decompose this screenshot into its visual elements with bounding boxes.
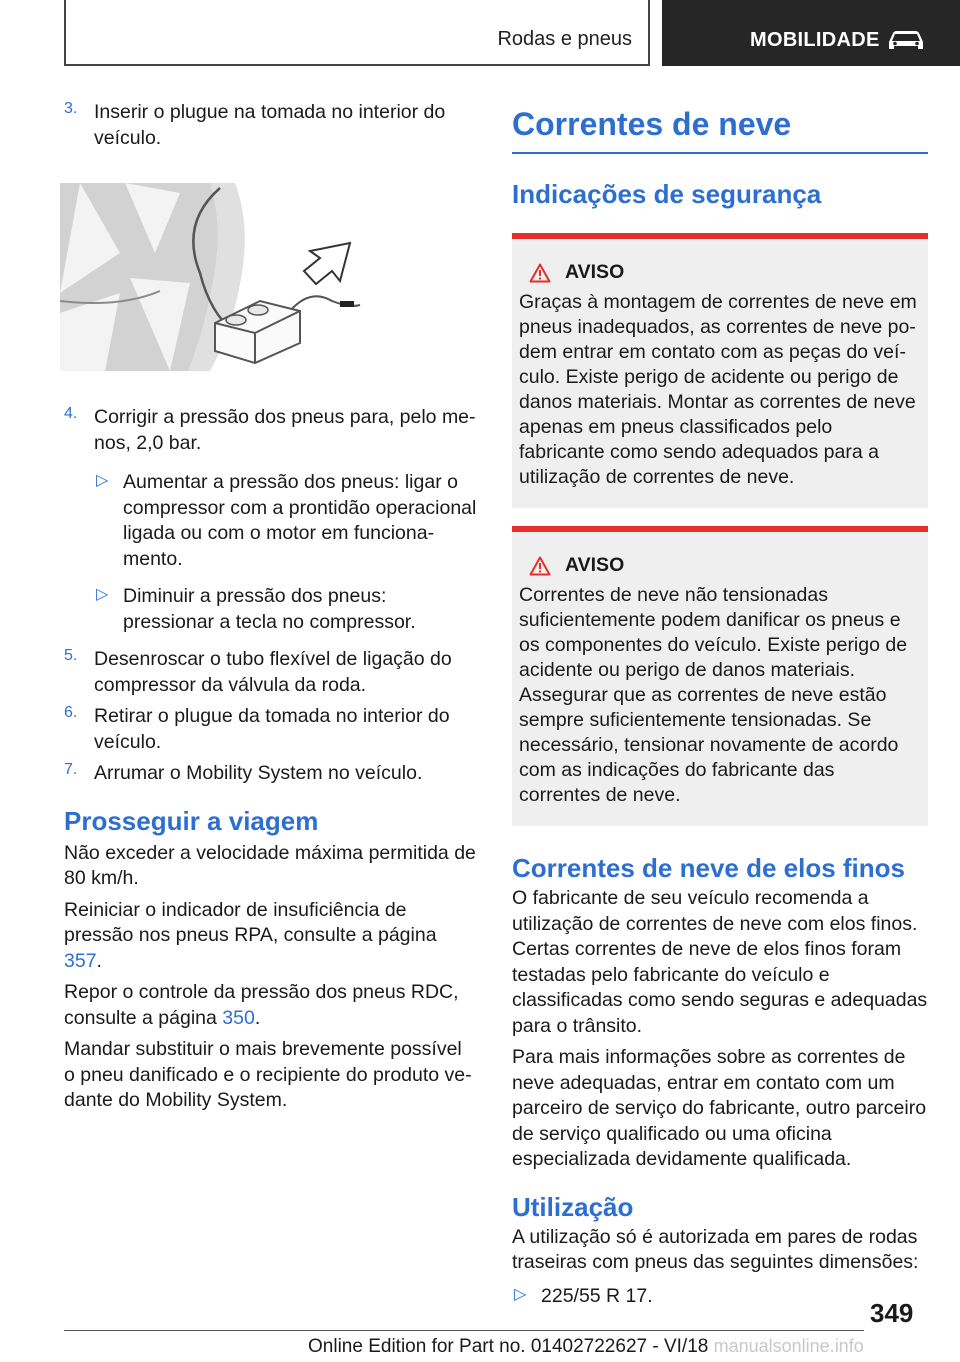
right-column (512, 100, 928, 1321)
paragraph-text: Reiniciar o indicador de insuficiência de pressão nos pneus RPA, consulte a página (64, 898, 437, 946)
section-heading: Prosseguir a viagem (64, 805, 319, 836)
step-number: 3. (64, 100, 78, 117)
paragraph: Para mais informações sobre as correntes de neve adequadas, entrar em contato com um parceiro de serviço do fabricante, outro parceiro de serviço qualificado ou uma oficina especializada devidamente qualificada. (512, 1046, 927, 1170)
triangle-bullet-icon: ▷ (96, 472, 109, 489)
paragraph: A utilização só é autorizada em pares de rodas traseiras com pneus das seguintes dimensões: (512, 1225, 919, 1273)
chapter-label: MOBILIDADE (750, 29, 880, 51)
paragraph (64, 980, 478, 1031)
step-6 (64, 704, 478, 755)
paragraph: Não exceder a velocidade máxima permitida de 80 km/h. (64, 841, 476, 889)
warning-text: Correntes de neve não tensionadas suficientemente podem danificar os pneus e os componentes do veículo. Existe perigo de acidente ou perigo de danos materiais. Assegurar que as correntes de neve estão sempre suficientemente tensionadas. Se necessário, tensionar novamente de acordo com as indicações do fabricante das correntes de neve. (519, 584, 908, 806)
bullet-item (64, 470, 478, 572)
step-text: Arrumar o Mobility System no veículo. (94, 762, 423, 784)
paragraph: Mandar substituir o mais brevemente possível o pneu danificado e o recipiente do produto vedante do Mobility System. (64, 1038, 472, 1111)
warning-box (512, 233, 928, 508)
warning-box (512, 526, 928, 826)
step-number: 6. (64, 704, 78, 721)
warning-title (529, 554, 920, 577)
edition-text: Online Edition for Part no. 01402722627 - VI/18 (308, 1336, 709, 1357)
section-heading: Correntes de neve de elos finos (512, 853, 906, 883)
step-7 (64, 761, 478, 787)
footer-rule (64, 1330, 864, 1331)
chapter-title: Correntes de neve (512, 106, 792, 142)
title-rule (512, 152, 928, 154)
bullet-text: 225/55 R 17. (541, 1284, 653, 1307)
page-link-350[interactable]: 350 (222, 1006, 255, 1029)
section-title: Rodas e pneus (497, 28, 632, 50)
section-heading: Utilização (512, 1191, 634, 1222)
step-text: Retirar o plugue da tomada no interior do veículo. (94, 705, 450, 753)
left-column (64, 100, 478, 1120)
step-number: 4. (64, 405, 78, 422)
step-number: 5. (64, 647, 78, 664)
section-heading: Indicações de segurança (512, 179, 822, 209)
step-text: Desenroscar o tubo flexível de ligação do compressor da válvula da roda. (94, 648, 452, 696)
chapter-tab (662, 0, 960, 66)
step-5 (64, 647, 478, 698)
paragraph-text: . (254, 1006, 261, 1029)
paragraph (64, 898, 478, 975)
warning-text: Graças à montagem de correntes de neve em pneus inadequados, as correntes de neve podem entrar em contato com as peças do veículo. Existe perigo de acidente ou perigo de danos materiais. Montar as correntes de neve apenas em pneus classificados pelo fabricante como sendo adequados para a utilização de correntes de neve. (519, 291, 917, 488)
triangle-bullet-icon: ▷ (96, 586, 109, 603)
compressor-illustration-icon (60, 183, 474, 371)
warning-title (529, 261, 920, 284)
page-number: 349 (870, 1298, 914, 1328)
step-number: 7. (64, 761, 78, 778)
paragraph-text: . (96, 949, 102, 972)
bullet-text: Aumentar a pressão dos pneus: ligar o compressor com a prontidão operacional ligada ou com o motor em funcionamento. (123, 471, 477, 570)
step-3 (64, 100, 478, 151)
bullet-item (512, 1284, 928, 1310)
watermark: manualsonline.info (713, 1336, 864, 1356)
car-icon (886, 28, 926, 52)
paragraph-text: Repor o controle da pressão dos pneus RDC, consulte a página (64, 981, 459, 1029)
bullet-item (64, 584, 478, 635)
warning-triangle-icon (529, 556, 551, 576)
paragraph: O fabricante de seu veículo recomenda a utilização de correntes de neve com elos finos. Certas correntes de neve de elos finos foram testadas pelo fabricante do veículo e classificadas como sendo seguras e adequadas para o trânsito. (512, 887, 928, 1037)
edition-line (308, 1336, 864, 1358)
compressor-illustration (60, 183, 474, 371)
warning-label: AVISO (565, 261, 625, 283)
step-text: Corrigir a pressão dos pneus para, pelo menos, 2,0 bar. (94, 406, 476, 454)
warning-triangle-icon (529, 263, 551, 283)
triangle-bullet-icon: ▷ (514, 1285, 527, 1303)
warning-label: AVISO (565, 554, 625, 576)
step-text: Inserir o plugue na tomada no interior do veículo. (94, 101, 446, 149)
page-link-357[interactable]: 357 (64, 949, 97, 972)
bullet-text: Diminuir a pressão dos pneus: pressionar a tecla no compressor. (123, 585, 416, 633)
header-section-box (64, 0, 650, 66)
step-4 (64, 405, 478, 456)
